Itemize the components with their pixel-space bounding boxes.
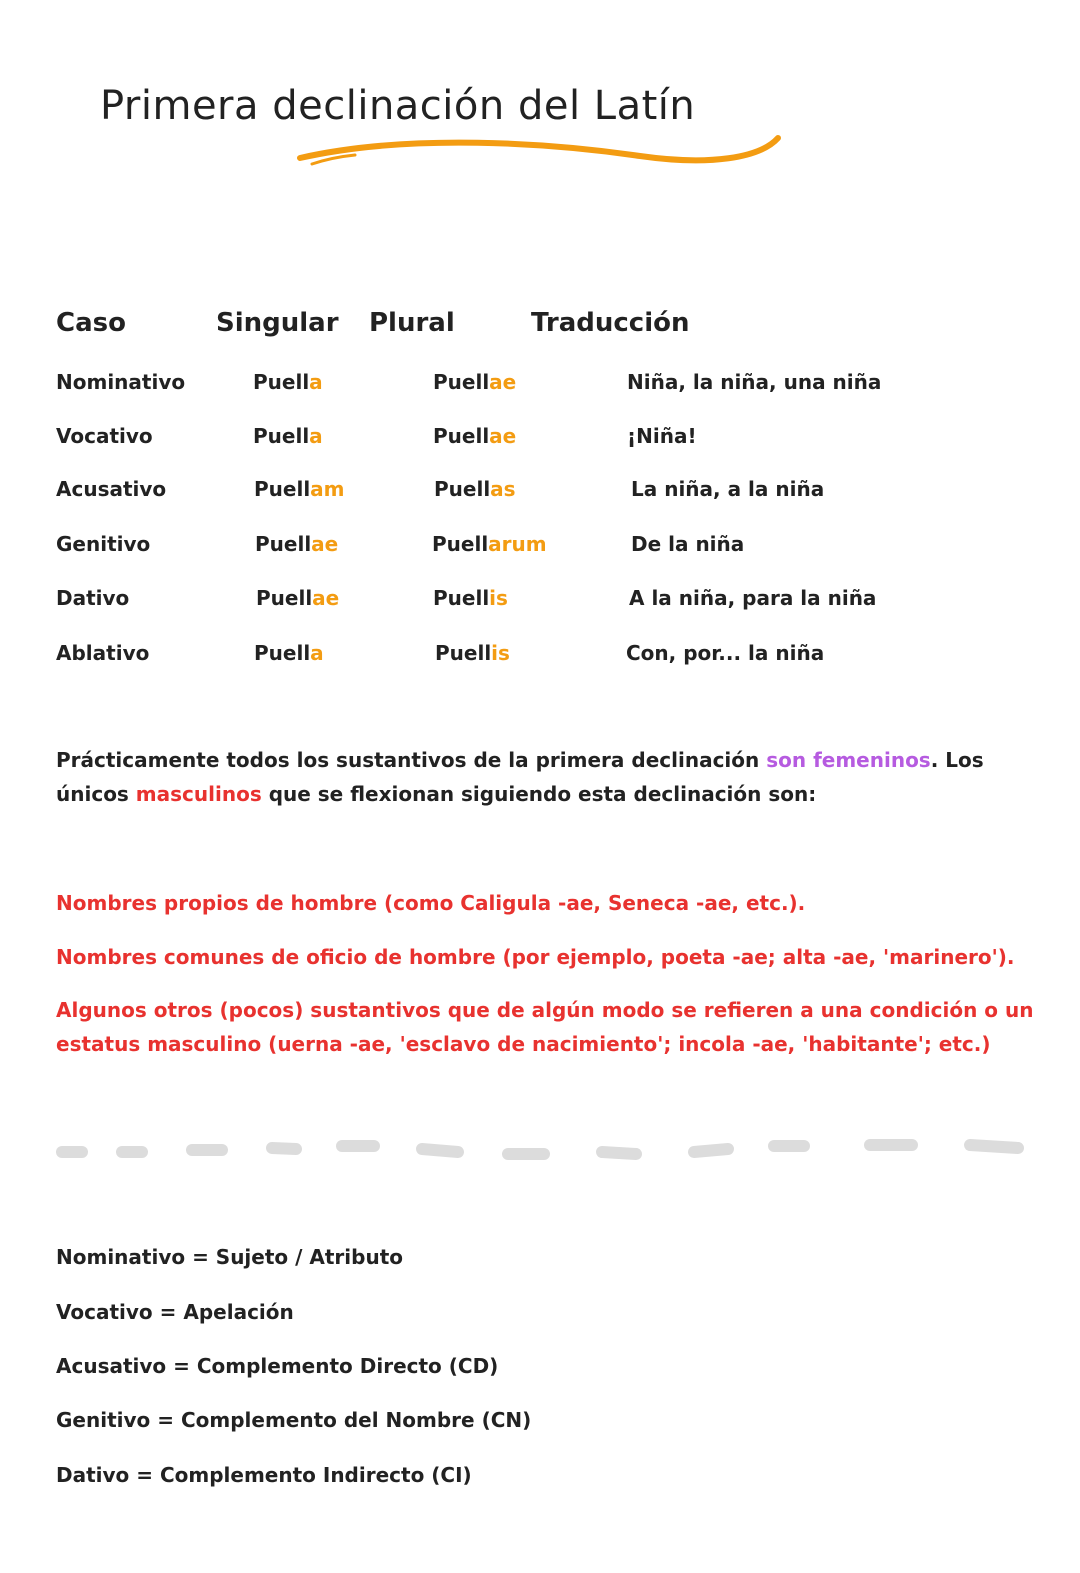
- definition-item: Vocativo = Apelación: [56, 1300, 294, 1324]
- stem: Puell: [435, 641, 492, 665]
- singular-form: [254, 641, 324, 665]
- plural-form: [433, 370, 516, 394]
- ending: is: [489, 586, 508, 610]
- ending: a: [309, 370, 323, 394]
- case-cell: Vocativo: [56, 424, 153, 448]
- plural-form: [435, 641, 510, 665]
- masculine-item: Nombres propios de hombre (como Caligula -ae, Seneca -ae, etc.).: [56, 891, 806, 915]
- stem: Puell: [432, 532, 489, 556]
- plural-form: [433, 424, 516, 448]
- case-cell: Dativo: [56, 586, 130, 610]
- note-text: Prácticamente todos los sustantivos de la primera declinación: [56, 748, 767, 772]
- header-singular: Singular: [216, 308, 339, 338]
- stem: Puell: [433, 424, 490, 448]
- stem: Puell: [255, 532, 312, 556]
- translation-cell: A la niña, para la niña: [629, 586, 877, 610]
- stem: Puell: [433, 586, 490, 610]
- plural-form: [432, 532, 547, 556]
- singular-form: [255, 532, 338, 556]
- ending: a: [309, 424, 323, 448]
- stem: Puell: [433, 370, 490, 394]
- plural-form: [434, 477, 516, 501]
- masculinos-highlight: masculinos: [135, 782, 262, 806]
- singular-form: [256, 586, 339, 610]
- ending: ae: [489, 424, 517, 448]
- translation-cell: De la niña: [631, 532, 745, 556]
- translation-cell: ¡Niña!: [627, 424, 697, 448]
- gender-note: [56, 743, 1016, 811]
- singular-form: [253, 370, 323, 394]
- case-cell: Ablativo: [56, 641, 150, 665]
- stem: Puell: [253, 370, 310, 394]
- header-plural: Plural: [369, 308, 455, 338]
- note-text: . Los únicos: [56, 748, 984, 806]
- stem: Puell: [256, 586, 313, 610]
- dashed-separator: [50, 1130, 1035, 1170]
- ending: arum: [488, 532, 547, 556]
- note-text: que se flexionan siguiendo esta declinación son:: [261, 782, 817, 806]
- header-caso: Caso: [56, 308, 126, 338]
- case-cell: Genitivo: [56, 532, 151, 556]
- ending: a: [310, 641, 324, 665]
- ending: ae: [311, 532, 339, 556]
- translation-cell: Niña, la niña, una niña: [627, 370, 882, 394]
- ending: ae: [489, 370, 517, 394]
- stem: Puell: [253, 424, 310, 448]
- masculine-item: Algunos otros (pocos) sustantivos que de algún modo se refieren a una condición o un estatus masculino (uerna -ae, 'esclavo de nacimiento'; incola -ae, 'habitante'; etc.): [56, 998, 1034, 1056]
- singular-form: [253, 424, 323, 448]
- ending: ae: [312, 586, 340, 610]
- case-cell: Nominativo: [56, 370, 186, 394]
- plural-form: [433, 586, 508, 610]
- definition-item: Nominativo = Sujeto / Atributo: [56, 1245, 403, 1269]
- page-title: Primera declinación del Latín: [100, 82, 696, 129]
- ending: am: [310, 477, 345, 501]
- ending: as: [490, 477, 516, 501]
- stem: Puell: [434, 477, 491, 501]
- ending: is: [491, 641, 510, 665]
- title-underline-swash: [290, 128, 790, 178]
- case-cell: Acusativo: [56, 477, 167, 501]
- singular-form: [254, 477, 345, 501]
- definition-item: Genitivo = Complemento del Nombre (CN): [56, 1408, 532, 1432]
- translation-cell: La niña, a la niña: [631, 477, 825, 501]
- stem: Puell: [254, 641, 311, 665]
- femeninos-highlight: son femeninos: [766, 748, 931, 772]
- header-traduccion: Traducción: [531, 308, 690, 338]
- definition-item: Dativo = Complemento Indirecto (CI): [56, 1463, 472, 1487]
- masculine-item: Nombres comunes de oficio de hombre (por ejemplo, poeta -ae; alta -ae, 'marinero').: [56, 945, 1015, 969]
- stem: Puell: [254, 477, 311, 501]
- definition-item: Acusativo = Complemento Directo (CD): [56, 1354, 499, 1378]
- translation-cell: Con, por... la niña: [626, 641, 825, 665]
